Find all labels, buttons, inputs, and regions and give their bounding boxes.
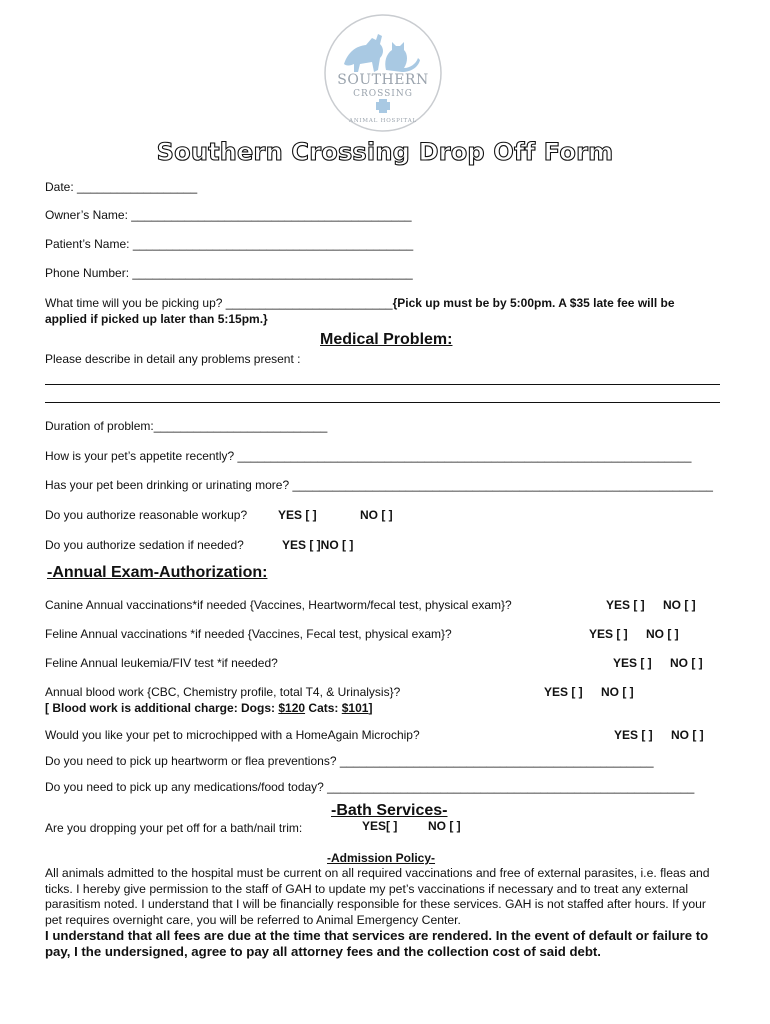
bath-yes-checkbox[interactable]: YES[ ]: [362, 819, 398, 833]
sedation-yes-no-checkbox[interactable]: YES [ ]NO [ ]: [282, 538, 354, 552]
leukemia-test-question: Feline Annual leukemia/FIV test *if needed?: [45, 656, 278, 670]
charge-label: [ Blood work is additional charge: Dogs:: [45, 701, 279, 715]
duration-field[interactable]: Duration of problem:__________________________: [45, 419, 328, 433]
describe-problems-label: Please describe in detail any problems present :: [45, 352, 301, 366]
pickup-time-field[interactable]: What time will you be picking up? _________________________: [45, 296, 393, 310]
cats-label: Cats:: [305, 701, 342, 715]
leukemia-no-checkbox[interactable]: NO [ ]: [670, 656, 703, 670]
heartworm-flea-field[interactable]: Do you need to pick up heartworm or flea preventions? _______________________________________________: [45, 754, 654, 768]
drinking-urinating-field[interactable]: Has your pet been drinking or urinating more? _______________________________________________________________: [45, 478, 713, 492]
logo-line3: ANIMAL HOSPITAL: [349, 118, 417, 124]
problem-description-line-2[interactable]: [45, 402, 720, 403]
microchip-question: Would you like your pet to microchipped with a HomeAgain Microchip?: [45, 728, 420, 742]
leukemia-yes-checkbox[interactable]: YES [ ]: [613, 656, 652, 670]
blood-work-question: Annual blood work {CBC, Chemistry profile, total T4, & Urinalysis}?: [45, 685, 401, 699]
workup-no-checkbox[interactable]: NO [ ]: [360, 508, 393, 522]
canine-vaccinations-question: Canine Annual vaccinations*if needed {Vaccines, Heartworm/fecal test, physical exam}?: [45, 598, 512, 612]
form-title: Southern Crossing Drop Off Form: [156, 138, 614, 166]
sedation-question: Do you authorize sedation if needed?: [45, 538, 244, 552]
feline-no-checkbox[interactable]: NO [ ]: [646, 627, 679, 641]
admission-policy-text: All animals admitted to the hospital must be current on all required vaccinations and free of external parasites, i.e. fleas and ticks. I hereby give permission to the staff of GAH to update my pet’s vaccinations if necessary and to treat any external parasitism noted. I understand that I will be financially responsible for these services. GAH is not staffed after hours. If your pet requires overnight care, you will be referred to Animal Emergency Center.: [45, 866, 710, 927]
canine-no-checkbox[interactable]: NO [ ]: [663, 598, 696, 612]
problem-description-line-1[interactable]: [45, 384, 720, 385]
medical-problem-heading: Medical Problem:: [320, 331, 453, 348]
fees-agreement-text: I understand that all fees are due at the time that services are rendered. In the event of default or failure to pay, I the undersigned, agree to pay all attorney fees and the collection cost of said debt.: [45, 928, 709, 959]
workup-question: Do you authorize reasonable workup?: [45, 508, 248, 522]
dog-icon: [344, 34, 383, 72]
pickup-row: [45, 296, 675, 310]
logo-line2: CROSSING: [353, 89, 413, 99]
medications-food-field[interactable]: Do you need to pick up any medications/food today? _______________________________________________________: [45, 780, 695, 794]
bath-no-checkbox[interactable]: NO [ ]: [428, 819, 461, 833]
pickup-note: {Pick up must be by 5:00pm. A $35 late fee will be: [392, 296, 675, 310]
logo-line1: SOUTHERN: [337, 72, 429, 88]
workup-yes-checkbox[interactable]: YES [ ]: [278, 508, 317, 522]
cat-price: $101: [341, 701, 369, 715]
microchip-yes-checkbox[interactable]: YES [ ]: [614, 728, 653, 742]
phone-number-field[interactable]: Phone Number: __________________________________________: [45, 266, 413, 280]
canine-yes-checkbox[interactable]: YES [ ]: [606, 598, 645, 612]
date-field[interactable]: Date: __________________: [45, 180, 198, 194]
admission-policy-heading: -Admission Policy-: [327, 851, 436, 865]
blood-work-charge-note: [45, 701, 372, 715]
bath-services-heading: -Bath Services-: [331, 802, 448, 819]
blood-work-no-checkbox[interactable]: NO [ ]: [601, 685, 634, 699]
pickup-note-line2: applied if picked up later than 5:15pm.}: [45, 312, 268, 326]
feline-vaccinations-question: Feline Annual vaccinations *if needed {Vaccines, Fecal test, physical exam}?: [45, 627, 452, 641]
bath-question: Are you dropping your pet off for a bath/nail trim:: [45, 821, 303, 835]
annual-exam-heading: -Annual Exam-Authorization:: [47, 564, 268, 581]
appetite-field[interactable]: How is your pet’s appetite recently? ____________________________________________________________________: [45, 449, 692, 463]
owner-name-field[interactable]: Owner’s Name: __________________________________________: [45, 208, 412, 222]
dog-price: $120: [278, 701, 306, 715]
microchip-no-checkbox[interactable]: NO [ ]: [671, 728, 704, 742]
feline-yes-checkbox[interactable]: YES [ ]: [589, 627, 628, 641]
hospital-logo: [322, 12, 444, 134]
blood-work-yes-checkbox[interactable]: YES [ ]: [544, 685, 583, 699]
patient-name-field[interactable]: Patient’s Name: __________________________________________: [45, 237, 414, 251]
charge-bracket: ]: [368, 701, 373, 715]
cat-icon: [385, 42, 420, 72]
